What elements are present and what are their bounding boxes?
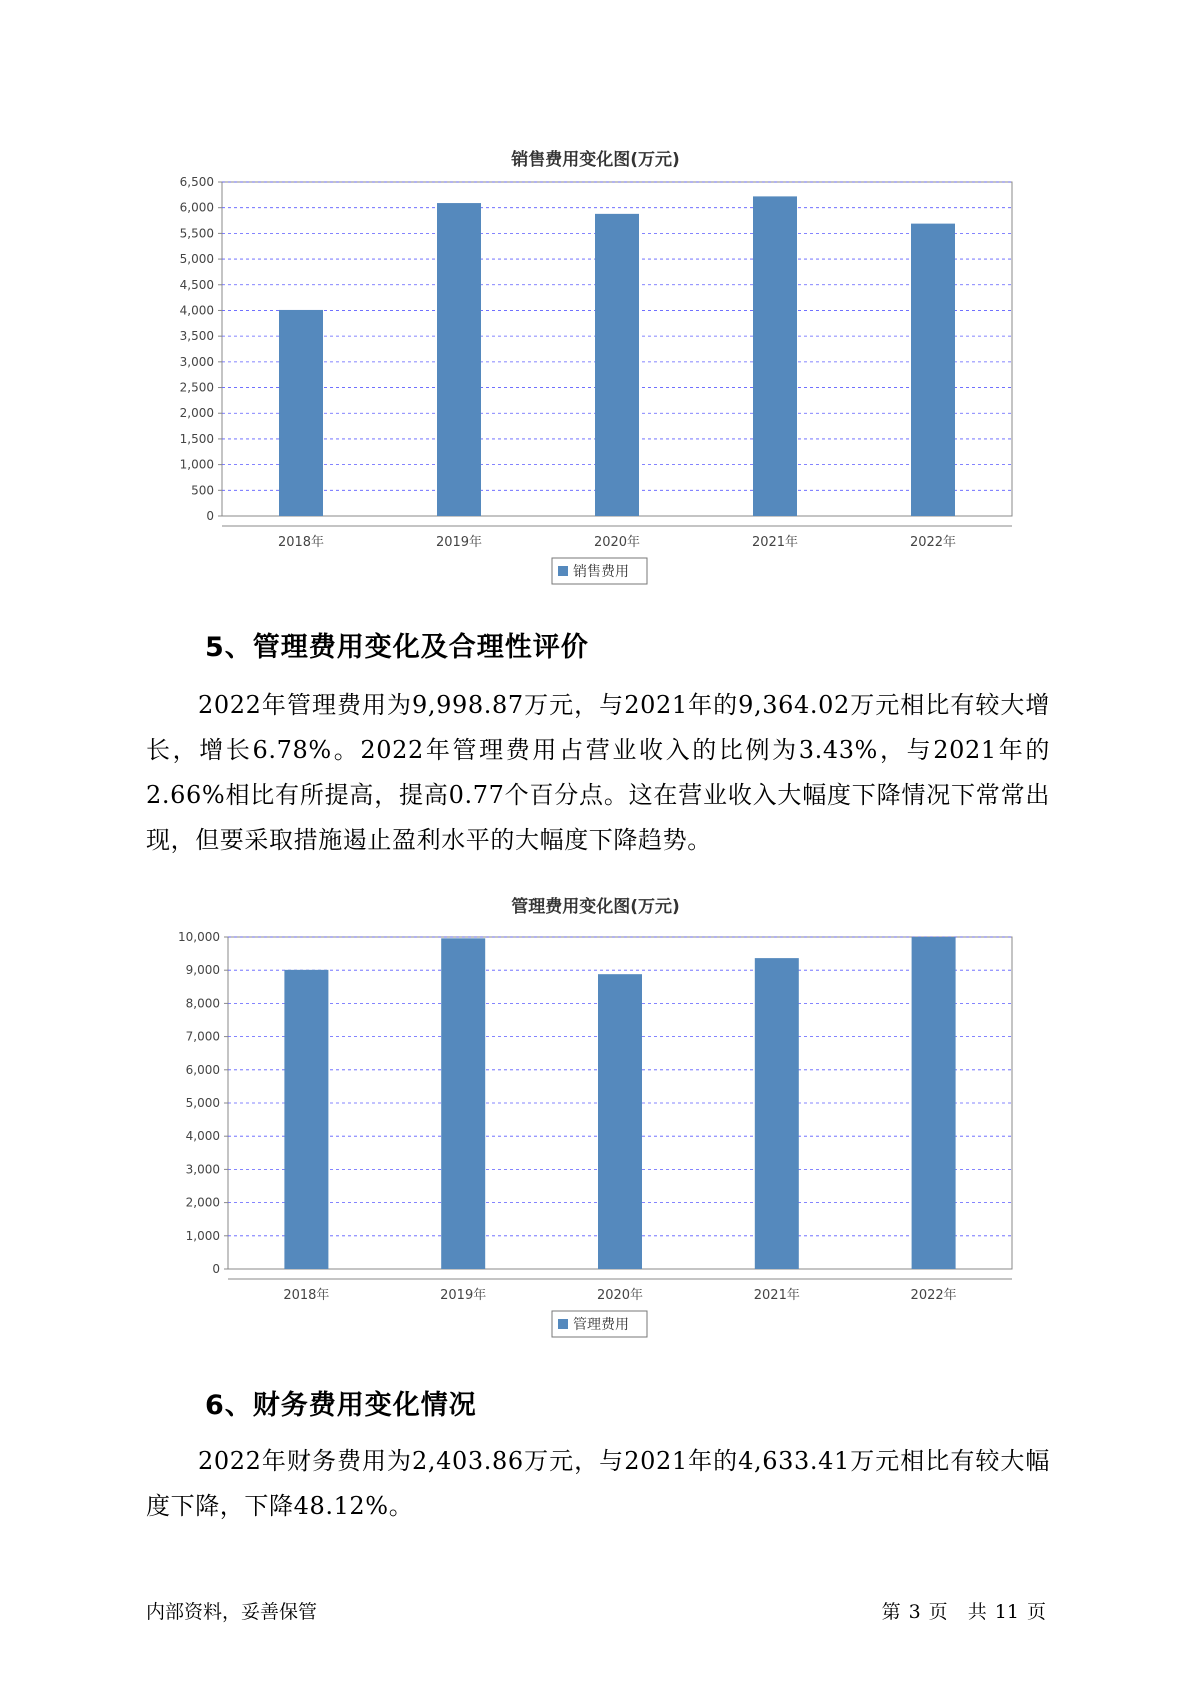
- total-pages: 11: [994, 1601, 1019, 1623]
- x-tick-label: 2020年: [596, 1288, 644, 1303]
- legend-label: 销售费用: [573, 564, 629, 580]
- y-tick-label: 1,500: [179, 431, 214, 446]
- y-tick-label: 6,000: [179, 200, 214, 215]
- y-tick-label: 5,500: [179, 226, 214, 241]
- y-tick-label: 2,000: [179, 406, 214, 421]
- x-tick-label: 2021年: [753, 1288, 800, 1303]
- y-tick-label: 0: [212, 1262, 220, 1276]
- y-tick-label: 4,000: [179, 303, 214, 318]
- section5-heading: 5、管理费用变化及合理性评价: [205, 632, 589, 663]
- footer-confidential-note: 内部资料，妥善保管: [146, 1601, 318, 1623]
- bar: [279, 310, 323, 516]
- page-unit: 页: [928, 1601, 948, 1623]
- y-tick-label: 8,000: [185, 996, 220, 1011]
- y-tick-label: 3,000: [179, 354, 214, 369]
- section6-heading: 6、财务费用变化情况: [205, 1390, 477, 1421]
- x-tick-label: 2020年: [593, 535, 641, 550]
- y-tick-label: 3,500: [179, 329, 214, 344]
- x-tick-label: 2022年: [909, 535, 957, 550]
- page-prefix: 第: [881, 1601, 901, 1623]
- y-tick-label: 6,000: [185, 1062, 220, 1077]
- bar: [284, 970, 328, 1269]
- legend-swatch: [558, 566, 568, 576]
- y-tick-label: 2,500: [179, 380, 214, 395]
- legend-swatch: [558, 1319, 568, 1329]
- y-tick-label: 3,000: [185, 1162, 220, 1177]
- total-unit: 页: [1026, 1601, 1046, 1623]
- bar: [437, 203, 481, 516]
- y-tick-label: 4,500: [179, 277, 214, 292]
- section6-paragraph: 2022年财务费用为2,403.86万元，与2021年的4,633.41万元相比有较大幅度下降，下降48.12%。: [146, 1447, 1050, 1520]
- y-tick-label: 7,000: [185, 1029, 220, 1044]
- x-tick-label: 2018年: [277, 535, 325, 550]
- bar: [912, 937, 956, 1269]
- x-tick-label: 2019年: [435, 535, 483, 550]
- y-tick-label: 1,000: [179, 457, 214, 472]
- x-tick-label: 2018年: [283, 1288, 330, 1303]
- sales-expense-chart-title: 销售费用变化图(万元): [511, 150, 680, 170]
- bar: [753, 196, 797, 516]
- footer-page-info: [878, 1597, 1050, 1624]
- bar: [441, 938, 485, 1269]
- admin-expense-chart: [0, 925, 1191, 1340]
- y-tick-label: 0: [206, 509, 214, 523]
- bar: [755, 958, 799, 1269]
- y-tick-label: 500: [191, 483, 214, 498]
- bar: [911, 224, 955, 516]
- y-tick-label: 5,000: [179, 252, 214, 267]
- bar: [595, 214, 639, 516]
- y-tick-label: 5,000: [185, 1096, 220, 1110]
- y-tick-label: 6,500: [179, 175, 214, 189]
- sales-expense-chart: [0, 170, 1191, 590]
- bar: [598, 974, 642, 1269]
- page-number: 3: [908, 1601, 921, 1623]
- y-tick-label: 10,000: [178, 930, 220, 944]
- y-tick-label: 9,000: [185, 963, 220, 978]
- total-prefix: 共: [967, 1601, 987, 1623]
- y-tick-label: 4,000: [185, 1129, 220, 1144]
- y-tick-label: 2,000: [185, 1195, 220, 1210]
- x-tick-label: 2021年: [751, 535, 799, 550]
- x-tick-label: 2019年: [440, 1288, 487, 1303]
- section5-paragraph: 2022年管理费用为9,998.87万元，与2021年的9,364.02万元相比有较大增长，增长6.78%。2022年管理费用占营业收入的比例为3.43%，与2021年的2.66%相比有所提高，提高0.77个百分点。这在营业收入大幅度下降情况下常常出现，但要采取措施遏止盈利水平的大幅度下降趋势。: [146, 691, 1050, 854]
- x-tick-label: 2022年: [910, 1288, 957, 1303]
- y-tick-label: 1,000: [185, 1228, 220, 1243]
- admin-expense-chart-title: 管理费用变化图(万元): [511, 897, 680, 917]
- legend-label: 管理费用: [573, 1317, 629, 1333]
